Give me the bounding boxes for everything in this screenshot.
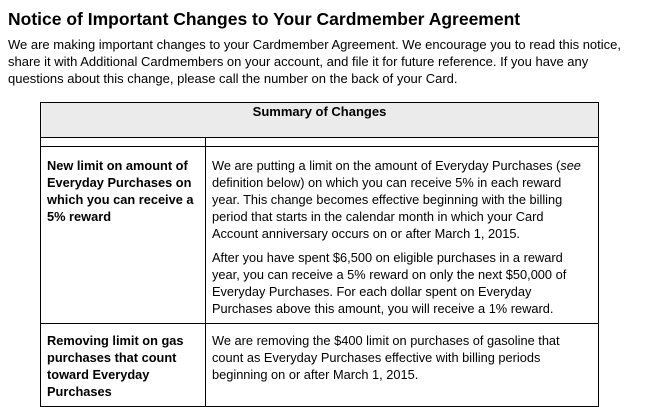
- change-text-italic: see: [560, 158, 581, 173]
- table-row: [41, 324, 599, 407]
- summary-header: Summary of Changes: [41, 103, 599, 138]
- change-text: We are putting a limit on the amount of Everyday Purchases (: [212, 158, 561, 173]
- change-paragraph: After you have spent $6,500 on eligible purchases in a reward year, you can receive a 5% reward on only the next $50,000 of Everyday Purchases. For each dollar spent on Everyday Purchases above this amount, you will receive a 1% reward.: [212, 250, 567, 316]
- change-text: definition below) on which you can receive 5% in each reward year. This change becomes effective beginning with the billing period that starts in the calendar month in which your Card Account anniversary occurs on or after March 1, 2015.: [212, 175, 563, 241]
- summary-of-changes-table: [40, 102, 599, 407]
- table-row: [41, 147, 599, 324]
- change-label: New limit on amount of Everyday Purchases on which you can receive a 5% reward: [41, 147, 206, 324]
- change-paragraph: We are removing the $400 limit on purchases of gasoline that count as Everyday Purchases effective with billing periods beginning on or after March 1, 2015.: [212, 333, 560, 382]
- spacer-cell: [41, 138, 206, 147]
- spacer-cell: [206, 138, 599, 147]
- notice-title: Notice of Important Changes to Your Cardmember Agreement: [8, 9, 521, 29]
- change-paragraph: [212, 157, 592, 242]
- notice-intro: We are making important changes to your Cardmember Agreement. We encourage you to read this notice, share it with Additional Cardmembers on your account, and file it for future reference. If you have any questions about this change, please call the number on the back of your Card.: [8, 37, 622, 86]
- change-label: Removing limit on gas purchases that count toward Everyday Purchases: [41, 324, 206, 407]
- table-header-row: [41, 103, 599, 138]
- table-spacer-row: [41, 138, 599, 147]
- change-description: [206, 324, 599, 407]
- notice-document: [8, 8, 640, 87]
- change-description: [206, 147, 599, 324]
